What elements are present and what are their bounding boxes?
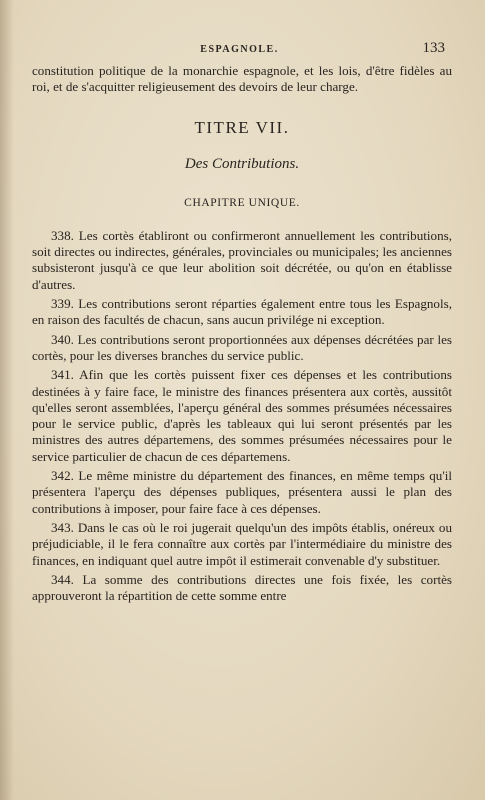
title-heading: TITRE VII. <box>194 117 290 137</box>
article-340: 340. Les contributions seront proportionnées aux dépenses décrétées par les cortès, pour les diverses branches du service public. <box>32 331 452 363</box>
opening-text: constitution politique de la monarchie espagnole, et les lois, d'être fidèles au roi, et de s'acquitter religieusement des devoirs de leur charge. <box>32 63 452 95</box>
running-head: ESPAGNOLE. <box>200 44 279 55</box>
page-number: 133 <box>422 40 445 56</box>
section-subtitle: Des Contributions. <box>184 155 300 172</box>
article-341: 341. Afin que les cortès puissent fixer ces dépenses et les contributions destinées à y faire face, le ministre des finances présentera aux cortès, aussitôt qu'elles seront assemblées, l'aperçu général des sommes présumées nécessaires pour le service public, d'après les tableaux qui lui seront présentés par les ministres des autres départemens, des sommes présumées nécessaires pour le service particulier de chacun de ces départemens. <box>32 367 452 464</box>
page-text <box>32 63 452 604</box>
chapter-heading: CHAPITRE UNIQUE. <box>184 196 300 209</box>
article-342: 342. Le même ministre du département des finances, en même temps qu'il présentera l'aperçu des dépenses publiques, présentera aussi le plan des contributions à imposer, pour faire face à ces dépenses. <box>32 468 452 516</box>
article-343: 343. Dans le cas où le roi jugerait quelqu'un des impôts établis, onéreux ou préjudiciable, il le fera connaître aux cortès par l'intermédiaire du ministre des finances, en indiquant quel autre impôt il estimerait convenable d'y substituer. <box>32 519 452 568</box>
page-header <box>34 40 445 62</box>
gutter-shadow <box>0 0 14 800</box>
article-339: 339. Les contributions seront réparties également entre tous les Espagnols, en raison des facultés de chacun, sans aucun privilége ni exception. <box>32 296 452 328</box>
article-338: 338. Les cortès établiront ou confirmeront annuellement les contributions, soit directes ou indirectes, générales, provinciales ou municipales; les anciennes subsisteront jusqu'à ce que leur abolition soit décrétée, ou qu'on en établisse d'autres. <box>32 227 452 292</box>
article-344: 344. La somme des contributions directes une fois fixée, les cortès approuveront la répartition de cette somme entre <box>32 571 452 604</box>
